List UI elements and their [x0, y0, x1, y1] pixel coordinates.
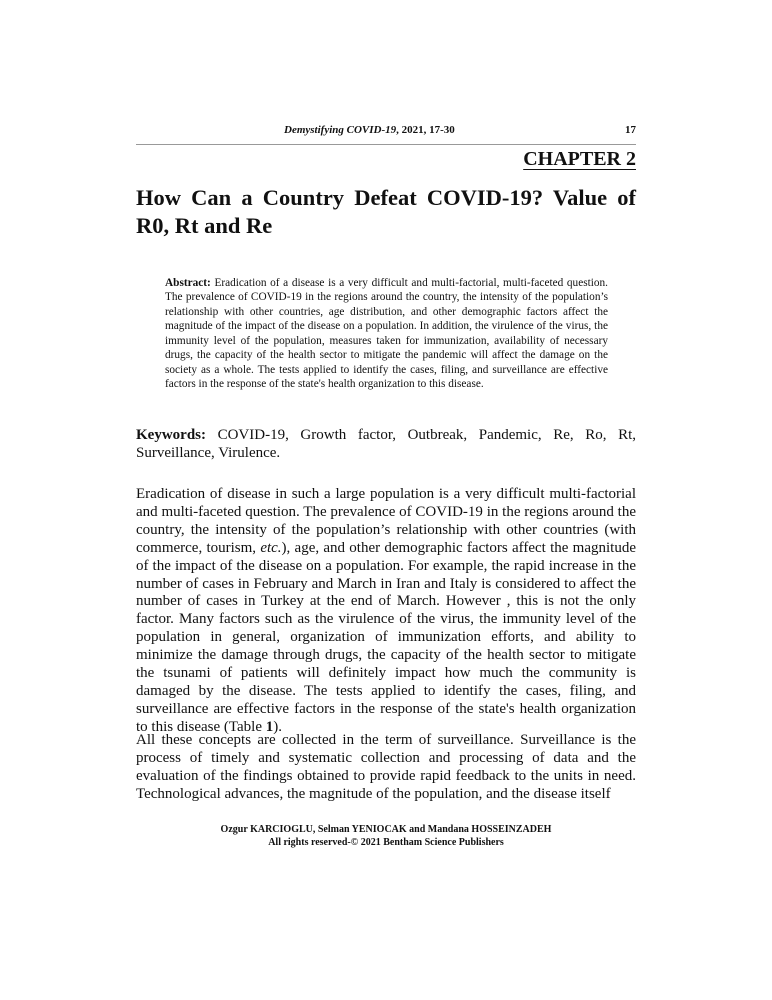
p1-text-a: Eradication of disease in such a large population is a very difficult multi-factorial and multi-faceted question. The prevalence of COVID-19 in the regions around the country, the intensity of the population’s relationship with other countries (with commerce, tourism, — [136, 486, 636, 556]
p1-etc: etc. — [260, 539, 282, 556]
page-number: 17 — [625, 124, 636, 136]
header-rule — [136, 144, 636, 145]
abstract-label: Abstract: — [165, 277, 211, 289]
journal-title: Demystifying COVID-19 — [284, 124, 397, 136]
body-paragraph-2: All these concepts are collected in the term of surveillance. Surveillance is the process of timely and systematic collection and processing of data and the evaluation of the findings obtained to provide rapid feedback to the units in need. Technological advances, the magnitude of the population, and the disease itself — [136, 732, 636, 802]
running-head-title — [284, 124, 455, 136]
abstract — [165, 276, 608, 392]
journal-year-pages: , 2021, 17-30 — [396, 124, 455, 136]
abstract-text: Eradication of a disease is a very difficult and multi-factorial, multi-faceted question. The prevalence of COVID-19 in the regions around the country, the intensity of the population’s relationship with other countries, age distribution, and other demographic factors affect the magnitude of the impact of the disease on a population. In addition, the virulence of the virus, the immunity level of the population, measures taken for immunization, availability of necessary drugs, the capacity of the health sector to mitigate the pandemic will affect the damage on the society as a whole. The tests applied to identify the cases, filing, and surveillance are effective factors in the response of the state's health organization to this disease. — [165, 277, 608, 391]
keywords-text: COVID-19, Growth factor, Outbreak, Pandemic, Re, Ro, Rt, Surveillance, Virulence. — [136, 427, 636, 461]
body-paragraph-1 — [136, 486, 636, 737]
p1-text-b: ), age, and other demographic factors affect the magnitude of the impact of the disease on a population. For example, the rapid increase in the number of cases in February and March in Iran and Italy is considered to affect the number of cases in Turkey at the end of March. However , this is not the only factor. Many factors such as the virulence of the virus, the immunity level of the population in general, organization of immunization efforts, and ability to minimize the damage through drugs, the capacity of the health sector to mitigate the tsunami of patients will definitely impact how much the community is damaged by the disease. The tests applied to identify the cases, filing, and surveillance are effective factors in the response of the state's health organization to this disease (Table — [136, 539, 637, 735]
footer-authors: Ozgur KARCIOGLU, Selman YENIOCAK and Mandana HOSSEINZADEH — [220, 824, 552, 835]
chapter-title: How Can a Country Defeat COVID-19? Value of R0, Rt and Re — [136, 185, 636, 238]
chapter-label: CHAPTER 2 — [523, 148, 636, 170]
table-reference-link[interactable]: 1 — [265, 718, 274, 735]
keywords — [136, 426, 636, 462]
running-head — [136, 124, 636, 140]
footer-copyright: All rights reserved-© 2021 Bentham Science Publishers — [268, 836, 504, 848]
page-footer — [136, 824, 636, 849]
keywords-label: Keywords: — [136, 427, 206, 443]
p1-text-c: ). — [273, 718, 282, 735]
